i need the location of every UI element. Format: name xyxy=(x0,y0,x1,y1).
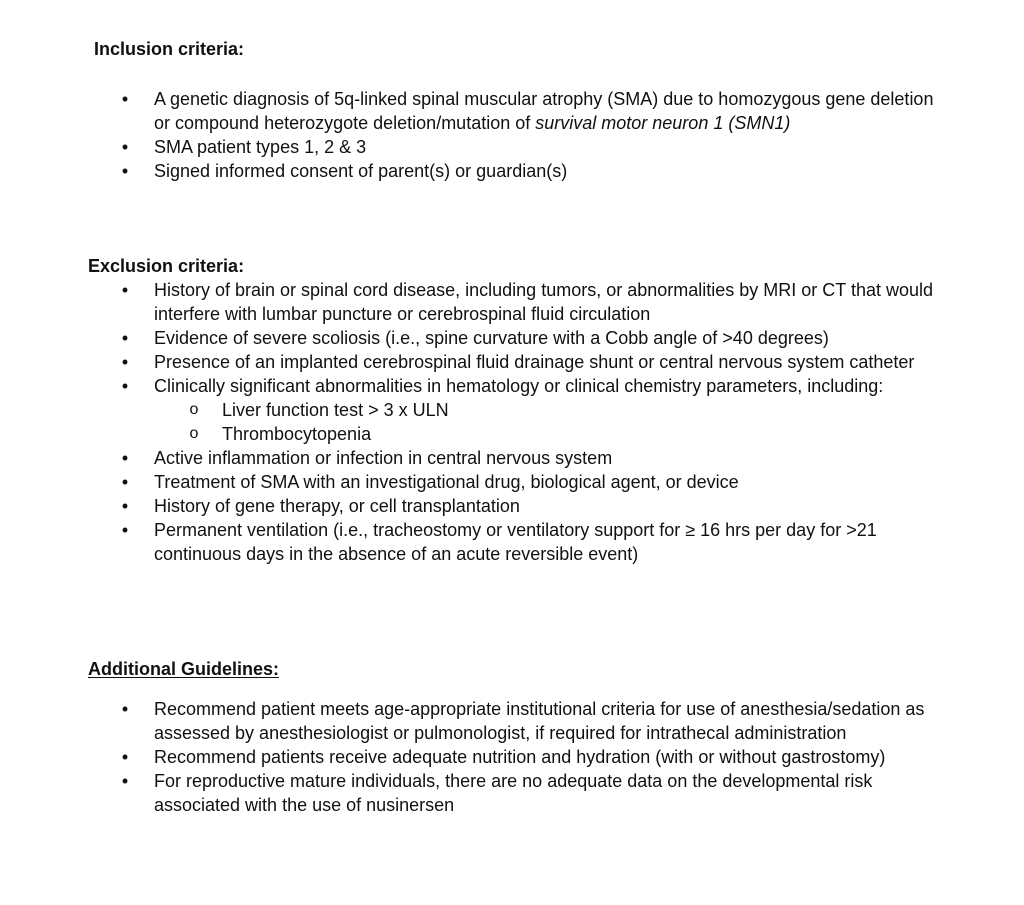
bullet-icon: • xyxy=(121,448,129,468)
list-item xyxy=(0,518,954,566)
list-item-text: Evidence of severe scoliosis (i.e., spine curvature with a Cobb angle of >40 degrees) xyxy=(154,328,829,348)
exclusion-criteria-list xyxy=(0,278,954,566)
list-item-text: A genetic diagnosis of 5q-linked spinal muscular atrophy (SMA) due to homozygous gene deletion or compound heterozygote deletion/mutation of xyxy=(154,89,934,133)
list-item xyxy=(0,494,954,518)
bullet-icon: • xyxy=(121,280,129,300)
circle-bullet-icon: o xyxy=(189,401,199,418)
bullet-icon: • xyxy=(121,699,129,719)
bullet-icon: • xyxy=(121,771,129,791)
additional-guidelines-heading: Additional Guidelines: xyxy=(88,659,280,679)
circle-bullet-icon: o xyxy=(189,425,199,442)
additional-guidelines-list xyxy=(0,697,954,817)
sub-list-item xyxy=(0,422,954,446)
bullet-icon: • xyxy=(121,89,129,109)
list-item xyxy=(0,278,954,326)
list-item xyxy=(0,446,954,470)
list-item xyxy=(0,769,954,817)
bullet-icon: • xyxy=(121,161,129,181)
list-item-text: Active inflammation or infection in central nervous system xyxy=(154,448,613,468)
sub-list-item-text: Liver function test > 3 x ULN xyxy=(222,400,449,420)
list-item-text: Presence of an implanted cerebrospinal fluid drainage shunt or central nervous system catheter xyxy=(154,352,915,372)
list-item-text: Treatment of SMA with an investigational drug, biological agent, or device xyxy=(154,472,739,492)
list-item xyxy=(0,159,954,183)
list-item xyxy=(0,326,954,350)
list-item-text: SMA patient types 1, 2 & 3 xyxy=(154,137,367,157)
list-item xyxy=(0,374,954,398)
list-item xyxy=(0,350,954,374)
exclusion-criteria-heading: Exclusion criteria: xyxy=(88,256,245,276)
gene-name-italic: survival motor neuron 1 (SMN1) xyxy=(535,113,791,133)
sub-list-item-text: Thrombocytopenia xyxy=(222,424,372,444)
list-item-text: Permanent ventilation (i.e., tracheostomy or ventilatory support for ≥ 16 hrs per day for >21 continuous days in the absence of an acute reversible event) xyxy=(154,520,877,564)
inclusion-criteria-list xyxy=(0,87,954,183)
list-item xyxy=(0,87,954,135)
bullet-icon: • xyxy=(121,520,129,540)
inclusion-criteria-heading: Inclusion criteria: xyxy=(94,39,245,59)
list-item xyxy=(0,135,954,159)
list-item-text: History of gene therapy, or cell transplantation xyxy=(154,496,520,516)
bullet-icon: • xyxy=(121,137,129,157)
list-item-text: Recommend patients receive adequate nutrition and hydration (with or without gastrostomy) xyxy=(154,747,886,767)
list-item xyxy=(0,697,954,745)
bullet-icon: • xyxy=(121,376,129,396)
sub-list-item xyxy=(0,398,954,422)
bullet-icon: • xyxy=(121,352,129,372)
bullet-icon: • xyxy=(121,496,129,516)
list-item-text: History of brain or spinal cord disease, including tumors, or abnormalities by MRI or CT that would interfere with lumbar puncture or cerebrospinal fluid circulation xyxy=(154,280,934,324)
list-item xyxy=(0,745,954,769)
bullet-icon: • xyxy=(121,747,129,767)
bullet-icon: • xyxy=(121,328,129,348)
list-item-text: For reproductive mature individuals, there are no adequate data on the developmental risk associated with the use of nusinersen xyxy=(154,771,873,815)
list-item-text: Signed informed consent of parent(s) or guardian(s) xyxy=(154,161,568,181)
bullet-icon: • xyxy=(121,472,129,492)
list-item xyxy=(0,470,954,494)
list-item-text: Recommend patient meets age-appropriate institutional criteria for use of anesthesia/sedation as assessed by anesthesiologist or pulmonologist, if required for intrathecal administration xyxy=(154,699,925,743)
list-item-text: Clinically significant abnormalities in hematology or clinical chemistry parameters, including: xyxy=(154,376,884,396)
